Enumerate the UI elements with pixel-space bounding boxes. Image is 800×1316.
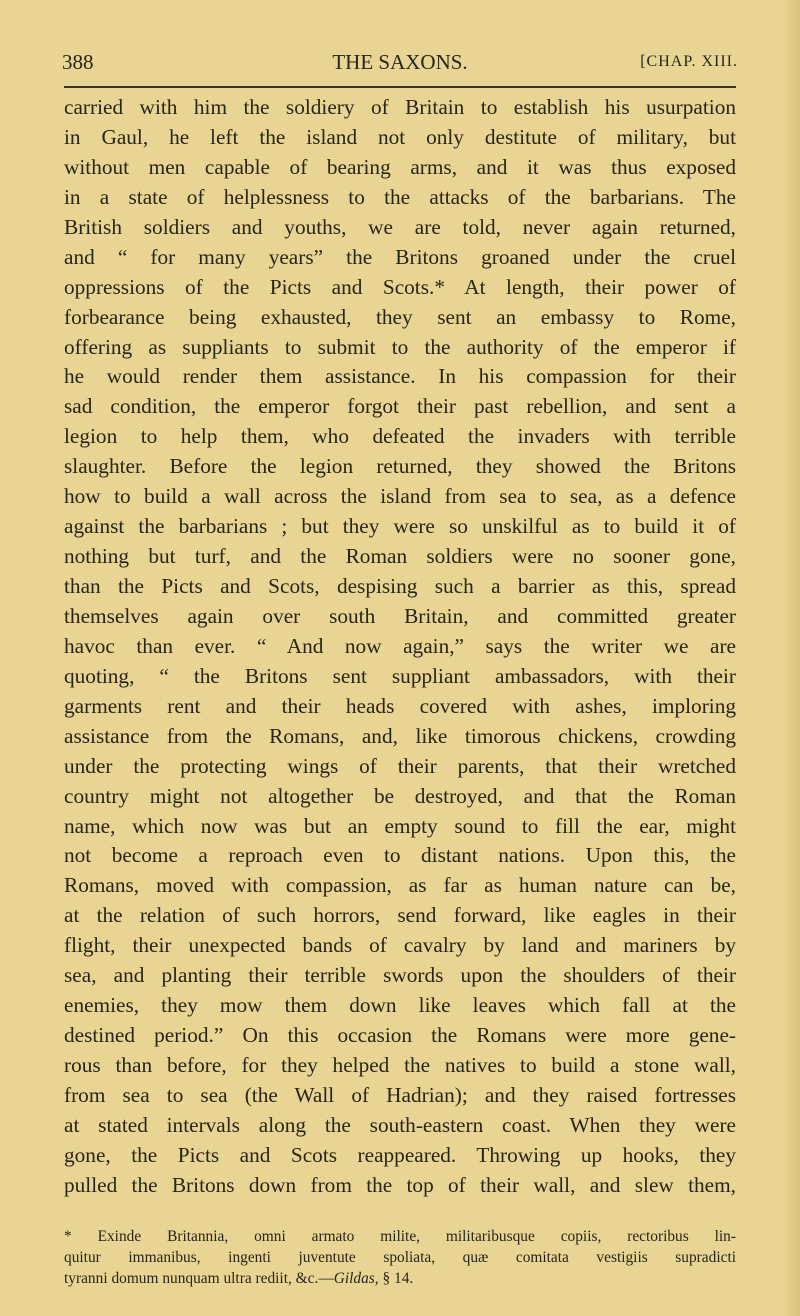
text-line: at stated intervals along the south-eastern coast. When they were [64, 1112, 736, 1137]
text-line: quoting, “ the Britons sent suppliant ambassadors, with their [64, 663, 736, 688]
body-text [64, 93, 736, 1201]
text-line: rous than before, for they helped the natives to build a stone wall, [64, 1053, 736, 1077]
text-line: and “ for many years” the Britons groaned under the cruel [64, 244, 736, 269]
footnote [64, 1226, 736, 1289]
text-line: flight, their unexpected bands of cavalry by land and mariners by [64, 933, 736, 958]
running-header [62, 50, 738, 80]
footnote-ref: , § 14. [374, 1270, 414, 1287]
text-line: destined period.” On this occasion the Romans were more gene- [64, 1023, 736, 1048]
text-line: themselves again over south Britain, and committed greater [64, 603, 736, 628]
text-line: sad condition, the emperor forgot their past rebellion, and sent a [64, 394, 736, 419]
text-line: not become a reproach even to distant nations. Upon this, the [64, 843, 736, 868]
text-line: in Gaul, he left the island not only destitute of military, but [64, 124, 736, 149]
text-line: offering as suppliants to submit to the authority of the emperor if [64, 334, 736, 359]
text-line: enemies, they mow them down like leaves which fall at the [64, 993, 736, 1018]
text-line: sea, and planting their terrible swords upon the shoulders of their [64, 963, 736, 988]
chapter-label: [CHAP. XIII. [640, 53, 738, 70]
text-line: in a state of helplessness to the attacks of the barbarians. The [64, 184, 736, 209]
text-line: oppressions of the Picts and Scots.* At length, their power of [64, 274, 736, 299]
text-line: gone, the Picts and Scots reappeared. Throwing up hooks, they [64, 1142, 736, 1167]
footnote-line [64, 1268, 736, 1289]
text-line: British soldiers and youths, we are told, never again returned, [64, 214, 736, 239]
text-line: without men capable of bearing arms, and it was thus exposed [64, 154, 736, 179]
footnote-line: quitur immanibus, ingenti juventute spoliata, quæ comitata vestigiis supradicti [64, 1249, 736, 1266]
text-line: pulled the Britons down from the top of their wall, and slew them, [64, 1172, 736, 1197]
text-line: at the relation of such horrors, send forward, like eagles in their [64, 903, 736, 928]
text-line: country might not altogether be destroyed, and that the Roman [64, 783, 736, 808]
page-edge-shadow [782, 0, 800, 1316]
footnote-author: Gildas [333, 1270, 375, 1287]
text-line: against the barbarians ; but they were so unskilful as to build it of [64, 514, 736, 539]
text-line: under the protecting wings of their parents, that their wretched [64, 753, 736, 778]
page-number: 388 [62, 50, 94, 74]
text-line: carried with him the soldiery of Britain to establish his usurpation [64, 95, 736, 119]
text-line: legion to help them, who defeated the invaders with terrible [64, 424, 736, 449]
text-line: name, which now was but an empty sound to fill the ear, might [64, 813, 736, 838]
footnote-line: * Exinde Britannia, omni armato milite, militaribusque copiis, rectoribus lin- [64, 1228, 736, 1245]
running-title: THE SAXONS. [332, 50, 468, 74]
text-line: how to build a wall across the island from sea to sea, as a defence [64, 484, 736, 509]
text-line: assistance from the Romans, and, like timorous chickens, crowding [64, 723, 736, 748]
text-line: than the Picts and Scots, despising such a barrier as this, spread [64, 574, 736, 598]
text-line: slaughter. Before the legion returned, they showed the Britons [64, 454, 736, 479]
text-line: Romans, moved with compassion, as far as human nature can be, [64, 873, 736, 898]
text-line: nothing but turf, and the Roman soldiers were no sooner gone, [64, 544, 736, 569]
text-line: havoc than ever. “ And now again,” says the writer we are [64, 633, 736, 658]
text-line: he would render them assistance. In his compassion for their [64, 364, 736, 389]
text-line: from sea to sea (the Wall of Hadrian); and they raised fortresses [64, 1082, 736, 1107]
footnote-text: tyranni domum nunquam ultra rediit, &c.— [64, 1270, 334, 1287]
text-line: garments rent and their heads covered with ashes, imploring [64, 693, 736, 718]
text-line: forbearance being exhausted, they sent an embassy to Rome, [64, 304, 736, 329]
header-rule [64, 86, 736, 88]
